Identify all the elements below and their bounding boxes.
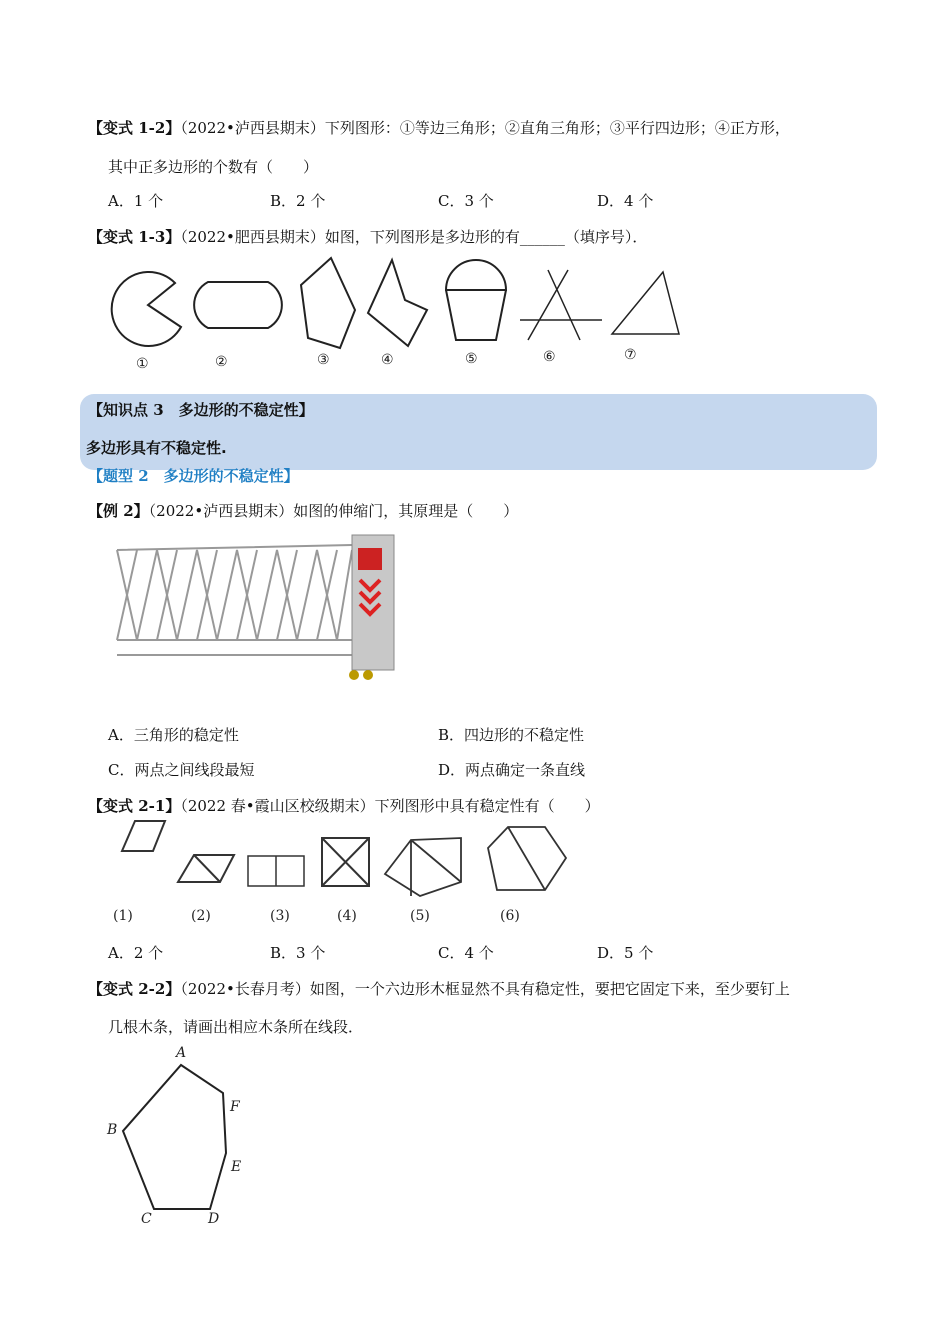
vertex-label-d: D [208, 1211, 220, 1227]
question-text-continued: 几根木条，请画出相应木条所在线段． [108, 1018, 364, 1036]
vertex-label-e: E [231, 1159, 242, 1175]
option-c: C．两点之间线段最短 [108, 761, 255, 779]
figure-label: ③ [317, 352, 330, 368]
vertex-label-a: A [176, 1045, 187, 1061]
figure-label: (1) [113, 908, 133, 924]
figure-label: ⑦ [624, 347, 637, 363]
figure-label: ② [215, 354, 228, 370]
vertex-label-b: B [107, 1122, 118, 1138]
figure-label: (3) [270, 908, 290, 924]
knowledge-point-title: 【知识点 3 多边形的不稳定性】 [88, 401, 314, 419]
option-b: B．2 个 [270, 192, 326, 210]
hexagon-outline [123, 1065, 226, 1209]
figure-label: ① [136, 356, 149, 372]
question-text: （2022•泸西县期末）如图的伸缩门，其原理是（ ） [148, 502, 519, 520]
option-c: C．4 个 [438, 944, 494, 962]
question-text-continued: 其中正多边形的个数有（ ） [108, 158, 319, 176]
option-d: D．两点确定一条直线 [438, 761, 586, 779]
variant-label: 【变式 2-1】 [88, 797, 181, 815]
variant-label: 【变式 1-2】 [88, 119, 181, 137]
option-b: B．3 个 [270, 944, 326, 962]
option-a: A．1 个 [108, 192, 164, 210]
option-a: A．三角形的稳定性 [108, 726, 239, 744]
figure-label: (4) [337, 908, 357, 924]
option-a: A．2 个 [108, 944, 164, 962]
variant-label: 【变式 2-2】 [88, 980, 181, 998]
vertex-label-c: C [141, 1211, 152, 1227]
option-d: D．4 个 [597, 192, 654, 210]
figure-label: (2) [191, 908, 211, 924]
figure-label: (6) [500, 908, 520, 924]
figure-label: ⑥ [543, 349, 556, 365]
knowledge-point-body: 多边形具有不稳定性. [86, 439, 227, 457]
figure-label: (5) [410, 908, 430, 924]
question-text: （2022•泸西县期末）下列图形：①等边三角形；②直角三角形；③平行四边形；④正方形， [180, 119, 790, 137]
vertex-label-f: F [230, 1099, 240, 1115]
question-text: （2022 春•霞山区校级期末）下列图形中具有稳定性有（ ） [180, 797, 600, 815]
variant-label: 【变式 1-3】 [88, 228, 181, 246]
option-d: D．5 个 [597, 944, 654, 962]
option-c: C．3 个 [438, 192, 494, 210]
question-text: （2022•长春月考）如图，一个六边形木框显然不具有稳定性，要把它固定下来，至少要钉上 [180, 980, 790, 998]
question-type-title: 【题型 2 多边形的不稳定性】 [88, 467, 299, 485]
figure-label: ④ [381, 352, 394, 368]
example-label: 【例 2】 [88, 502, 149, 520]
option-b: B．四边形的不稳定性 [438, 726, 585, 744]
figure-label: ⑤ [465, 351, 478, 367]
question-text: （2022•肥西县期末）如图，下列图形是多边形的有______（填序号）． [180, 228, 648, 246]
